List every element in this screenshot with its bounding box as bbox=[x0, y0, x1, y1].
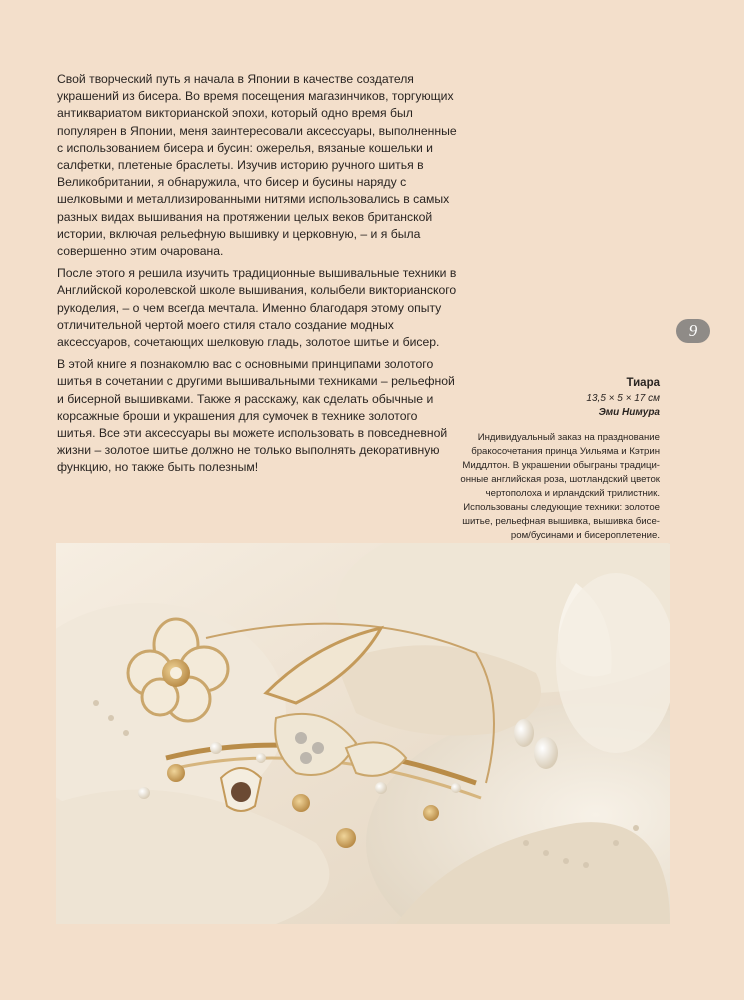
caption-line: бракосочетания принца Уильяма и Кэтрин bbox=[471, 446, 660, 457]
caption-line: Использованы следующие техники: золотое bbox=[463, 502, 660, 513]
body-text bbox=[57, 71, 457, 482]
caption-description bbox=[430, 431, 660, 543]
caption-author: Эми Нимура bbox=[598, 407, 660, 418]
caption-line: онные английская роза, шотландский цветок bbox=[460, 474, 660, 485]
photo-caption bbox=[430, 376, 660, 543]
caption-line: Индивидуальный заказ на празднование bbox=[477, 432, 660, 443]
caption-title: Тиара bbox=[626, 377, 660, 389]
caption-line: чертополоха и ирландский трилистник. bbox=[485, 488, 660, 499]
caption-line: ром/бусинами и бисероплетение. bbox=[510, 530, 660, 541]
body-paragraph-1: Свой творческий путь я начала в Японии в качестве создателя украшений из бисера. Во время посещения магазинчиков, торгующих антиквариатом викторианской эпохи, который одно время был популярен в Японии, меня заинтересовали аксессуары, выполненные с использованием бисера и бусин: ожерелья, вязаные кошельки и салфетки, плетеные браслеты. Изучив историю ручного шитья в Великобритании, я обнаружила, что бисер и бусины наряду с шелковыми и металлизированными нитями использовались в самых разных видах вышивания на протяжении целых веков британской истории, включая рельефную вышивку и церковную, – и я была совершенно этим очарована. bbox=[57, 72, 457, 259]
caption-dimensions: 13,5 × 5 × 17 см bbox=[586, 393, 660, 404]
body-paragraph-2: После этого я решила изучить традиционные вышивальные техники в Английской королевской школе вышивания, колыбели викторианского рукоделия, – о чем всегда мечтала. Именно благодаря этому опыту отличительной чертой моего стиля стало создание модных аксессуаров, сочетающих шелковую гладь, золотое шитье и бисер. bbox=[57, 266, 457, 350]
caption-line: Миддлтон. В украшении обыграны традици- bbox=[462, 460, 660, 471]
body-paragraph-3: В этой книге я познакомлю вас с основными принципами золотого шитья в сочетании с другими вышивальными техниками – рельефной и бисерной вышивками. Также я расскажу, как сделать обычные и корсажные броши и украшения для сумочек в технике золотого шитья. Все эти аксессуары вы можете использовать в повседневной жизни – золотое шитье должно не только выполнять декоративную функцию, но также быть полезным! bbox=[57, 357, 455, 475]
page-number-badge: 9 bbox=[676, 319, 710, 343]
caption-line: шитье, рельефная вышивка, вышивка бисе- bbox=[462, 516, 660, 527]
tiara-photo-illustration bbox=[56, 543, 670, 924]
tiara-photo bbox=[56, 543, 670, 924]
